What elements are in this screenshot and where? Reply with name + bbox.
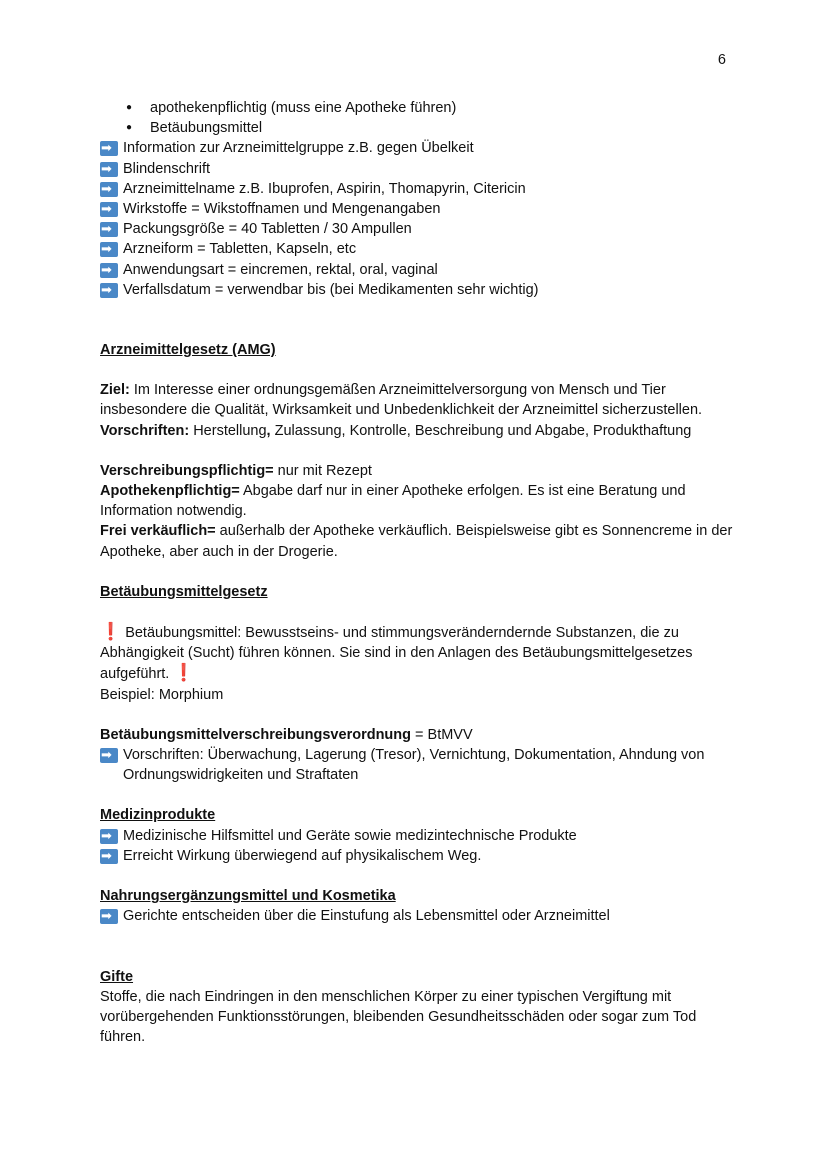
right-arrow-icon	[100, 283, 118, 298]
btmg-definition	[100, 622, 740, 685]
arrow-item-text: Gerichte entscheiden über die Einstufung als Lebensmittel oder Arzneimittel	[123, 908, 610, 925]
arrow-item-text: Verfallsdatum = verwendbar bis (bei Medikamenten sehr wichtig)	[123, 281, 539, 298]
amg-vorschriften	[100, 421, 740, 441]
gifte-text: Stoffe, die nach Eindringen in den menschlichen Körper zu einer typischen Vergiftung mit vorübergehenden Funktionsstörungen, bleibenden Gesundheitsschäden oder sogar zum Tod führen.	[100, 988, 697, 1046]
arrow-item-text: Blindenschrift	[123, 160, 211, 177]
btmg-example: Beispiel: Morphium	[100, 686, 224, 703]
arrow-list-item	[100, 138, 740, 158]
right-arrow-icon	[100, 162, 118, 177]
arrow-list-item	[100, 280, 740, 300]
right-arrow-icon	[100, 263, 118, 278]
arrow-list-item	[100, 219, 740, 239]
arrow-item-text: Wirkstoffe = Wikstoffnamen und Mengenangaben	[123, 201, 441, 218]
section-heading-amg: Arzneimittelgesetz (AMG)	[100, 342, 276, 359]
arrow-list-item	[100, 159, 740, 179]
right-arrow-icon	[100, 748, 118, 763]
btmg-definition-text: Betäubungsmittel: Bewusstseins- und stimmungsveränderndernde Substanzen, die zu Abhängigkeit (Sucht) führen können. Sie sind in den Anlagen des Betäubungsmittelgesetzes aufgeführt.	[100, 625, 693, 683]
right-arrow-icon	[100, 202, 118, 217]
amg-vorschriften-text: Herstellung	[189, 422, 267, 439]
right-arrow-icon	[100, 242, 118, 257]
arrow-list-item	[100, 826, 740, 846]
amg-apothekenpflichtig	[100, 481, 740, 521]
right-arrow-icon	[100, 849, 118, 864]
arrow-list-item	[100, 745, 740, 785]
right-arrow-icon	[100, 141, 118, 156]
arrow-list-item	[100, 846, 740, 866]
frei-verkaeuflich-label: Frei verkäuflich=	[100, 523, 216, 540]
arrow-list-item	[100, 239, 740, 259]
exclamation-icon: ❗	[100, 622, 122, 642]
arrow-list-item	[100, 260, 740, 280]
arrow-item-text: Erreicht Wirkung überwiegend auf physikalischem Weg.	[123, 847, 482, 864]
btmvv-label: Betäubungsmittelverschreibungsverordnung	[100, 726, 411, 743]
amg-vorschriften-label: Vorschriften:	[100, 422, 190, 439]
arrow-item-text: Anwendungsart = eincremen, rektal, oral, vaginal	[123, 261, 438, 278]
arrow-item-text: Arzneimittelname z.B. Ibuprofen, Aspirin, Thomapyrin, Citericin	[123, 180, 526, 197]
arrow-item-text: Information zur Arzneimittelgruppe z.B. gegen Übelkeit	[123, 140, 474, 157]
right-arrow-icon	[100, 829, 118, 844]
amg-verschreibungspflichtig	[100, 461, 740, 481]
document-body	[100, 98, 740, 1047]
bullet-item: ● apothekenpflichtig (muss eine Apotheke führen)	[100, 98, 740, 118]
amg-ziel-label: Ziel:	[100, 382, 130, 399]
arrow-item-text: Vorschriften: Überwachung, Lagerung (Tresor), Vernichtung, Dokumentation, Ahndung von Ordnungswidrigkeiten und Straftaten	[123, 747, 705, 784]
section-heading-medizinprodukte: Medizinprodukte	[100, 807, 216, 824]
amg-ziel-text: Im Interesse einer ordnungsgemäßen Arzneimittelversorgung von Mensch und Tier insbesondere die Qualität, Wirksamkeit und Unbedenklichkeit der Arzneimittel sicherzustellen.	[100, 382, 703, 419]
bullet-item: ● Betäubungsmittel	[100, 118, 740, 138]
apothekenpflichtig-text: Abgabe darf nur in einer Apotheke erfolgen. Es ist eine Beratung und Information notwendig.	[100, 483, 686, 520]
frei-verkaeuflich-text: außerhalb der Apotheke verkäuflich. Beispielsweise gibt es Sonnencreme in der Apotheke, aber auch in der Drogerie.	[100, 523, 733, 560]
exclamation-icon: ❗	[173, 663, 195, 683]
arrow-list-item	[100, 199, 740, 219]
amg-vorschriften-comma: ,	[266, 422, 271, 439]
verschreibungspflichtig-label: Verschreibungspflichtig=	[100, 462, 274, 479]
section-heading-nahrung: Nahrungsergänzungsmittel und Kosmetika	[100, 888, 396, 905]
arrow-list-item	[100, 906, 740, 926]
right-arrow-icon	[100, 222, 118, 237]
amg-vorschriften-rest: Zulassung, Kontrolle, Beschreibung und Abgabe, Produkthaftung	[270, 422, 692, 439]
arrow-item-text: Medizinische Hilfsmittel und Geräte sowie medizintechnische Produkte	[123, 827, 577, 844]
arrow-list-item	[100, 179, 740, 199]
arrow-item-text: Packungsgröße = 40 Tabletten / 30 Ampullen	[123, 221, 412, 238]
arrow-item-text: Arzneiform = Tabletten, Kapseln, etc	[123, 241, 357, 258]
section-heading-gifte: Gifte	[100, 968, 134, 985]
btmvv-text: = BtMVV	[411, 726, 473, 743]
amg-frei-verkaeuflich	[100, 521, 740, 561]
amg-ziel	[100, 380, 740, 420]
page-number: 6	[717, 52, 726, 68]
section-heading-btmg: Betäubungsmittelgesetz	[100, 583, 268, 600]
apothekenpflichtig-label: Apothekenpflichtig=	[100, 483, 240, 500]
right-arrow-icon	[100, 182, 118, 197]
verschreibungspflichtig-text: nur mit Rezept	[273, 462, 372, 479]
btmvv-line	[100, 725, 740, 745]
right-arrow-icon	[100, 909, 118, 924]
